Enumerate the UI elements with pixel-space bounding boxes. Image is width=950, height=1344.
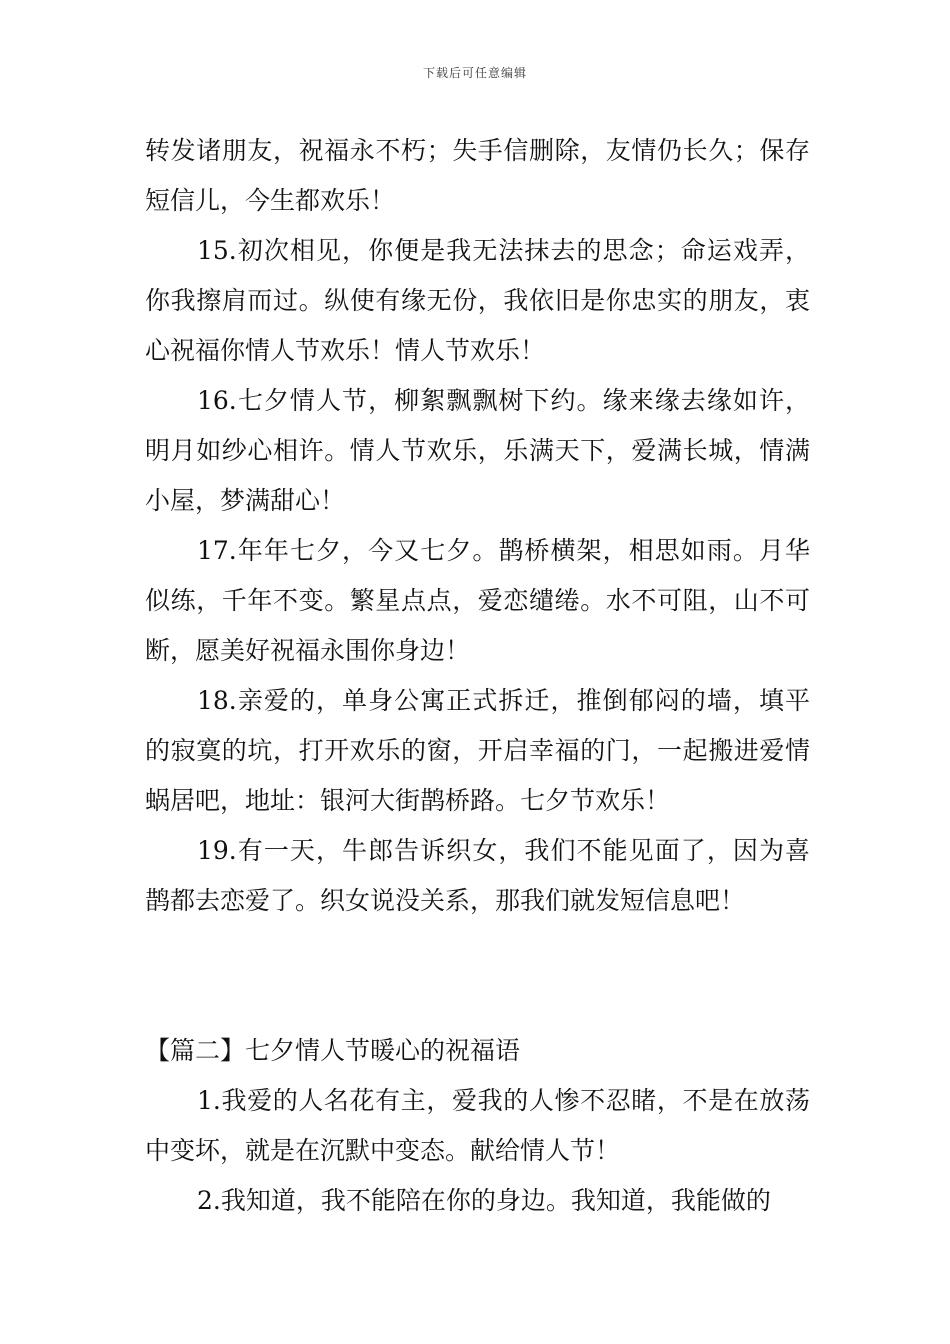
document-body — [145, 126, 810, 1226]
paragraph-item-17: 17.年年七夕，今又七夕。鹊桥横架，相思如雨。月华似练，千年不变。繁星点点，爱恋缱绻。水不可阻，山不可断，愿美好祝福永围你身边！ — [145, 536, 810, 665]
paragraph-continuation: 转发诸朋友，祝福永不朽；失手信删除，友情仍长久；保存短信儿，今生都欢乐！ — [145, 136, 810, 215]
paragraph-item-18: 18.亲爱的，单身公寓正式拆迁，推倒郁闷的墙，填平的寂寞的坑，打开欢乐的窗，开启幸福的门，一起搬进爱情蜗居吧，地址：银河大街鹊桥路。七夕节欢乐！ — [145, 686, 810, 815]
paragraph-item-2: 2.我知道，我不能陪在你的身边。我知道，我能做的 — [197, 1186, 771, 1215]
paragraph-item-16: 16.七夕情人节，柳絮飘飘树下约。缘来缘去缘如许，明月如纱心相许。情人节欢乐，乐满天下，爱满长城，情满小屋，梦满甜心！ — [145, 386, 810, 515]
paragraph-item-19: 19.有一天，牛郎告诉织女，我们不能见面了，因为喜鹊都去恋爱了。织女说没关系，那我们就发短信息吧！ — [145, 836, 810, 915]
section-spacer — [145, 926, 810, 1026]
paragraph-item-1: 1.我爱的人名花有主，爱我的人惨不忍睹，不是在放荡中变坏，就是在沉默中变态。献给情人节！ — [145, 1086, 810, 1165]
paragraph-item-15: 15.初次相见，你便是我无法抹去的思念；命运戏弄，你我擦肩而过。纵使有缘无份，我依旧是你忠实的朋友，衷心祝福你情人节欢乐！情人节欢乐！ — [145, 236, 810, 365]
page-header-note: 下载后可任意编辑 — [422, 66, 527, 80]
section-title: 【篇二】七夕情人节暖心的祝福语 — [145, 1036, 521, 1065]
